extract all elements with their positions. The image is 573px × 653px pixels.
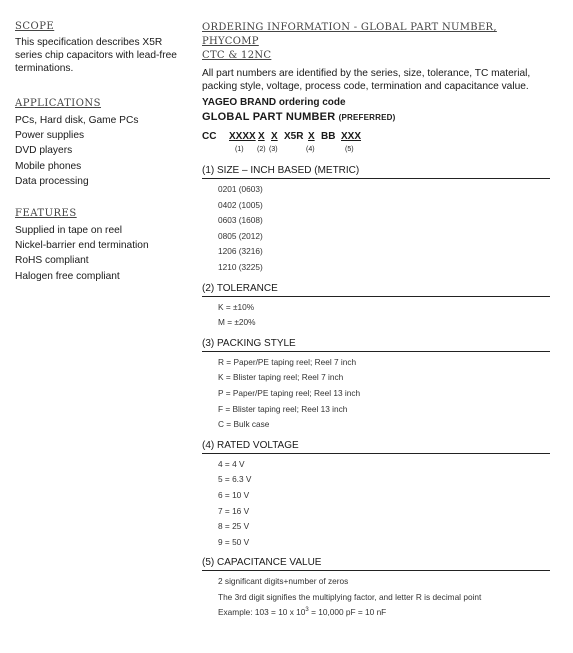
code-size: XXXX: [229, 131, 256, 142]
ordering-intro: All part numbers are identified by the series, size, tolerance, TC material, packing style, voltage, process code, termination and capacitance value.: [202, 68, 531, 92]
list-item: Power supplies: [15, 130, 85, 142]
voltage-heading: (4) RATED VOLTAGE: [202, 440, 550, 454]
ordering-title-line2: CTC & 12NC: [202, 50, 272, 61]
table-row: 0805 (2012): [218, 230, 263, 241]
applications-list: [15, 113, 185, 189]
tolerance-heading: (2) TOLERANCE: [202, 283, 550, 297]
right-column: [202, 21, 550, 621]
list-item: Supplied in tape on reel: [15, 225, 123, 236]
voltage-section: [202, 440, 550, 551]
applications-section: [15, 98, 185, 189]
table-row: K = Blister taping reel; Reel 7 inch: [218, 372, 344, 383]
packing-heading: (3) PACKING STYLE: [202, 338, 550, 352]
table-row: K = ±10%: [218, 301, 255, 312]
list-item: Nickel-barrier end termination: [15, 240, 149, 252]
capacitance-section: [202, 557, 550, 621]
code-tc: X5R: [284, 131, 304, 142]
code-bb: BB: [321, 131, 336, 142]
voltage-rows: [202, 454, 550, 551]
capacitance-heading: (5) CAPACITANCE VALUE: [202, 557, 550, 571]
tolerance-section: [202, 283, 550, 331]
code-cc: CC: [202, 131, 217, 142]
table-row: 1210 (3225): [218, 261, 263, 272]
scope-section: [15, 21, 180, 75]
list-item: Halogen free compliant: [15, 270, 120, 282]
features-section: [15, 208, 185, 284]
table-row: 6 = 10 V: [218, 489, 250, 500]
brand-ordering-code: YAGEO BRAND ordering code: [202, 97, 346, 108]
part-number-code: [202, 131, 550, 165]
list-item: DVD players: [15, 145, 73, 157]
table-row: 7 = 16 V: [218, 505, 250, 516]
list-item: Data processing: [15, 175, 89, 187]
ordering-title-line1: ORDERING INFORMATION - GLOBAL PART NUMBER, PHYCOMP: [202, 22, 497, 47]
table-row: 2 significant digits+number of zeros: [218, 576, 349, 587]
table-row: P = Paper/PE taping reel; Reel 13 inch: [218, 387, 361, 398]
features-heading: FEATURES: [15, 208, 77, 219]
code-tolerance: X: [258, 131, 265, 142]
scope-heading: SCOPE: [15, 21, 55, 32]
size-heading: (1) SIZE – INCH BASED (METRIC): [202, 165, 550, 179]
applications-heading: APPLICATIONS: [15, 98, 102, 109]
scope-text: This specification describes X5R series chip capacitors with lead-free terminations.: [15, 37, 177, 74]
packing-section: [202, 338, 550, 433]
packing-rows: [202, 352, 550, 433]
table-row: 4 = 4 V: [218, 458, 245, 469]
example-text: Example: 103 = 10 x 10: [218, 607, 306, 618]
example-result: = 10,000 pF = 10 nF: [311, 607, 387, 618]
list-item: Mobile phones: [15, 160, 82, 172]
capacitance-rows: [202, 571, 550, 621]
list-item: PCs, Hard disk, Game PCs: [15, 115, 139, 126]
list-item: RoHS compliant: [15, 255, 89, 267]
capacitance-example: [218, 605, 550, 621]
code-packing: X: [271, 131, 278, 142]
table-row: F = Blister taping reel; Reel 13 inch: [218, 403, 348, 414]
table-row: R = Paper/PE taping reel; Reel 7 inch: [218, 356, 357, 367]
table-row: 0402 (1005): [218, 199, 263, 210]
table-row: 9 = 50 V: [218, 536, 250, 547]
code-note-4: (4): [306, 146, 315, 153]
table-row: C = Bulk case: [218, 419, 270, 430]
table-row: 8 = 25 V: [218, 521, 250, 532]
code-voltage: X: [308, 131, 315, 142]
table-row: The 3rd digit signifies the multiplying factor, and letter R is decimal point: [218, 591, 482, 602]
table-row: M = ±20%: [218, 317, 256, 328]
code-note-2: (2): [257, 146, 266, 153]
features-list: [15, 223, 185, 284]
gpn-preferred: (PREFERRED): [338, 113, 396, 122]
code-capacitance: XXX: [341, 131, 362, 142]
code-note-5: (5): [345, 146, 354, 153]
table-row: 1206 (3216): [218, 246, 263, 257]
code-note-3: (3): [269, 146, 278, 153]
global-part-number-heading: [202, 111, 550, 123]
size-section: [202, 165, 550, 276]
table-row: 5 = 6.3 V: [218, 474, 252, 485]
example-exponent: 3: [305, 607, 309, 614]
gpn-label: GLOBAL PART NUMBER: [202, 111, 336, 123]
left-column: [15, 21, 180, 282]
tolerance-rows: [202, 297, 550, 331]
size-rows: [202, 179, 550, 276]
table-row: 0603 (1608): [218, 215, 263, 226]
table-row: 0201 (0603): [218, 184, 263, 194]
code-note-1: (1): [235, 146, 244, 153]
